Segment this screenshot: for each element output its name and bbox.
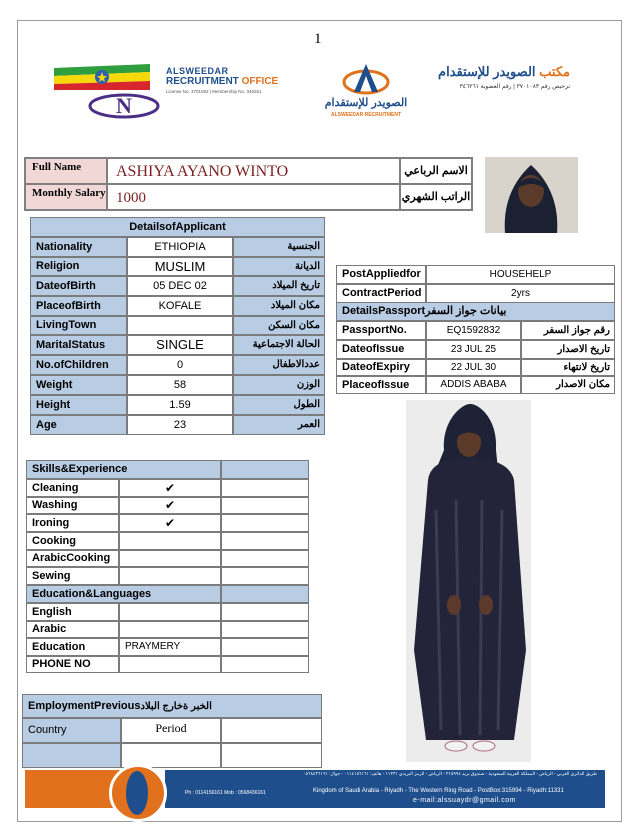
- right-logo-license: ترخيص رقم ٣٧٠١٠٨٣ | رقم العضوية ٣٤٦٢٦١: [459, 84, 570, 90]
- education-blank: [221, 638, 309, 656]
- full-name-value: ASHIYA AYANO WINTO: [107, 158, 400, 184]
- applicant-label: Age: [30, 415, 127, 435]
- skill-check-icon: ✔: [119, 479, 221, 497]
- skill-label: ArabicCooking: [26, 550, 119, 567]
- applicant-arabic-label: الوزن: [233, 375, 325, 395]
- applicant-portrait-photo: [485, 157, 578, 233]
- applicant-arabic-label: الديانة: [233, 257, 325, 276]
- applicant-label: No.ofChildren: [30, 355, 127, 375]
- skill-label: Cleaning: [26, 479, 119, 497]
- applicant-label: DateofBirth: [30, 276, 127, 296]
- education-title-blank: [221, 585, 309, 603]
- passport-title-ar: بيانات جواز السفر: [425, 305, 507, 317]
- education-label: English: [26, 603, 119, 621]
- applicant-value: SINGLE: [127, 335, 233, 355]
- applicant-value: 05 DEC 02: [127, 276, 233, 296]
- applicant-arabic-label: مكان السكن: [233, 316, 325, 335]
- applicant-label: Height: [30, 395, 127, 415]
- center-logo-arabic: الصويدر للإستقدام: [324, 97, 408, 109]
- passport-value: EQ1592832: [426, 321, 521, 340]
- applicant-label: Weight: [30, 375, 127, 395]
- passport-table-title: [336, 302, 615, 321]
- passport-title-en: DetailsPassport: [342, 305, 426, 317]
- skill-check-icon: ✔: [119, 497, 221, 514]
- applicant-table-title: DetailsofApplicant: [30, 217, 325, 237]
- education-blank: [221, 656, 309, 673]
- office-recruitment: RECRUITMENT: [166, 76, 239, 87]
- education-value: [119, 603, 221, 621]
- passport-label: DateofIssue: [336, 340, 426, 359]
- applicant-arabic-label: الطول: [233, 395, 325, 415]
- footer-english-address: Kingdom of Saudi Arabia - Riyadh - The Western Ring Road - PostBox:315994 - Riyadh:11331: [313, 788, 564, 794]
- passport-label: DateofExpiry: [336, 359, 426, 376]
- education-value: PRAYMERY: [119, 638, 221, 656]
- applicant-value: KOFALE: [127, 296, 233, 316]
- post-label: PostAppliedfor: [336, 265, 426, 284]
- country-label: Country: [22, 718, 121, 743]
- education-blank: [221, 603, 309, 621]
- period-label: Period: [121, 718, 221, 743]
- skill-label: Cooking: [26, 532, 119, 550]
- skill-label: Sewing: [26, 567, 119, 585]
- alsweedar-a-logo: [320, 62, 412, 120]
- footer-email: e-mail:alssuaydr@gmail.com: [413, 797, 516, 804]
- applicant-arabic-label: العمر: [233, 415, 325, 435]
- employment-title-en: EmploymentPrevious: [28, 700, 141, 712]
- skills-title-blank: [221, 460, 309, 479]
- skill-blank: [221, 550, 309, 567]
- passport-value: ADDIS ABABA: [426, 376, 521, 394]
- skill-check-icon: ✔: [119, 514, 221, 532]
- applicant-label: PlaceofBirth: [30, 296, 127, 316]
- svg-text:N: N: [116, 93, 132, 118]
- education-value: [119, 621, 221, 638]
- n-emblem-logo: [88, 92, 160, 120]
- salary-value: 1000: [107, 184, 400, 210]
- page-number: 1: [314, 31, 322, 47]
- skill-blank: [221, 514, 309, 532]
- center-logo-english: ALSWEEDAR RECRUITMENT: [331, 112, 401, 118]
- office-word: OFFICE: [241, 76, 279, 87]
- salary-label: Monthly Salary: [25, 184, 107, 210]
- passport-arabic-label: رقم جواز السفر: [521, 321, 615, 340]
- office-title: ALSWEEDAR: [166, 66, 229, 76]
- name-salary-box: [24, 157, 473, 211]
- applicant-label: Nationality: [30, 237, 127, 257]
- passport-label: PassportNo.: [336, 321, 426, 340]
- applicant-value: MUSLIM: [127, 257, 233, 276]
- applicant-value: ETHIOPIA: [127, 237, 233, 257]
- skill-check-icon: [119, 567, 221, 585]
- passport-label: PlaceofIssue: [336, 376, 426, 394]
- post-value: HOUSEHELP: [426, 265, 615, 284]
- education-blank: [221, 621, 309, 638]
- skills-title: Skills&Experience: [26, 460, 221, 479]
- right-logo-word: مكتب: [539, 64, 570, 79]
- ethiopia-flag-logo: [50, 64, 154, 90]
- skill-label: Washing: [26, 497, 119, 514]
- right-arabic-logo: [432, 64, 570, 90]
- skill-label: Ironing: [26, 514, 119, 532]
- skill-blank: [221, 497, 309, 514]
- employment-title: [22, 694, 322, 718]
- full-name-label: Full Name: [25, 158, 107, 184]
- applicant-value: [127, 316, 233, 335]
- applicant-value: 23: [127, 415, 233, 435]
- applicant-label: MaritalStatus: [30, 335, 127, 355]
- employment-blank-1: [221, 718, 322, 743]
- applicant-label: LivingTown: [30, 316, 127, 335]
- applicant-value: 58: [127, 375, 233, 395]
- alsweedar-office-logo: [166, 66, 288, 94]
- footer-arabic-address: طريق الدائري الغربي - الرياض - المملكة العربية السعودية - صندوق بريد ٣١٥٩٩٤ - الرياض - الرمز البريدي ١١٣٣١ - هاتف: ٠١١٤١٥٦١٦١ - جوال: ٠٥٦٨٤٣٦١٦١: [303, 771, 597, 776]
- applicant-arabic-label: الجنسية: [233, 237, 325, 257]
- passport-arabic-label: تاريخ الاصدار: [521, 340, 615, 359]
- education-value: [119, 656, 221, 673]
- skill-check-icon: [119, 550, 221, 567]
- passport-value: 23 JUL 25: [426, 340, 521, 359]
- footer-emblem-icon: [109, 764, 167, 822]
- full-name-arabic: الاسم الرباعي: [400, 158, 472, 184]
- applicant-arabic-label: تاريخ الميلاد: [233, 276, 325, 296]
- skill-blank: [221, 567, 309, 585]
- applicant-label: Religion: [30, 257, 127, 276]
- applicant-arabic-label: مكان الميلاد: [233, 296, 325, 316]
- footer-phones: Ph : 0114156161 Mob : 0568436161: [185, 790, 266, 796]
- post-value: 2yrs: [426, 284, 615, 303]
- salary-arabic: الراتب الشهري: [400, 184, 472, 210]
- passport-arabic-label: تاريخ لانتهاء: [521, 359, 615, 376]
- education-title: Education&Languages: [26, 585, 221, 603]
- a-emblem-icon: [320, 62, 412, 96]
- applicant-full-body-photo: [406, 400, 531, 762]
- applicant-value: 0: [127, 355, 233, 375]
- applicant-arabic-label: عددالاطفال: [233, 355, 325, 375]
- skill-check-icon: [119, 532, 221, 550]
- education-label: PHONE NO: [26, 656, 119, 673]
- passport-value: 22 JUL 30: [426, 359, 521, 376]
- right-logo-name: الصويدر للإستقدام: [438, 64, 536, 79]
- applicant-arabic-label: الحالة الاجتماعية: [233, 335, 325, 355]
- skill-blank: [221, 532, 309, 550]
- footer-bar: [25, 770, 605, 808]
- employment-blank-2: [22, 743, 121, 768]
- applicant-value: 1.59: [127, 395, 233, 415]
- post-label: ContractPeriod: [336, 284, 426, 303]
- education-label: Arabic: [26, 621, 119, 638]
- skill-blank: [221, 479, 309, 497]
- employment-title-ar: الخبر ةخارج البلاد: [140, 701, 212, 712]
- passport-arabic-label: مكان الاصدار: [521, 376, 615, 394]
- employment-blank-4: [221, 743, 322, 768]
- education-label: Education: [26, 638, 119, 656]
- office-license: License No. 3701083 | Membership No. 346261: [166, 89, 262, 94]
